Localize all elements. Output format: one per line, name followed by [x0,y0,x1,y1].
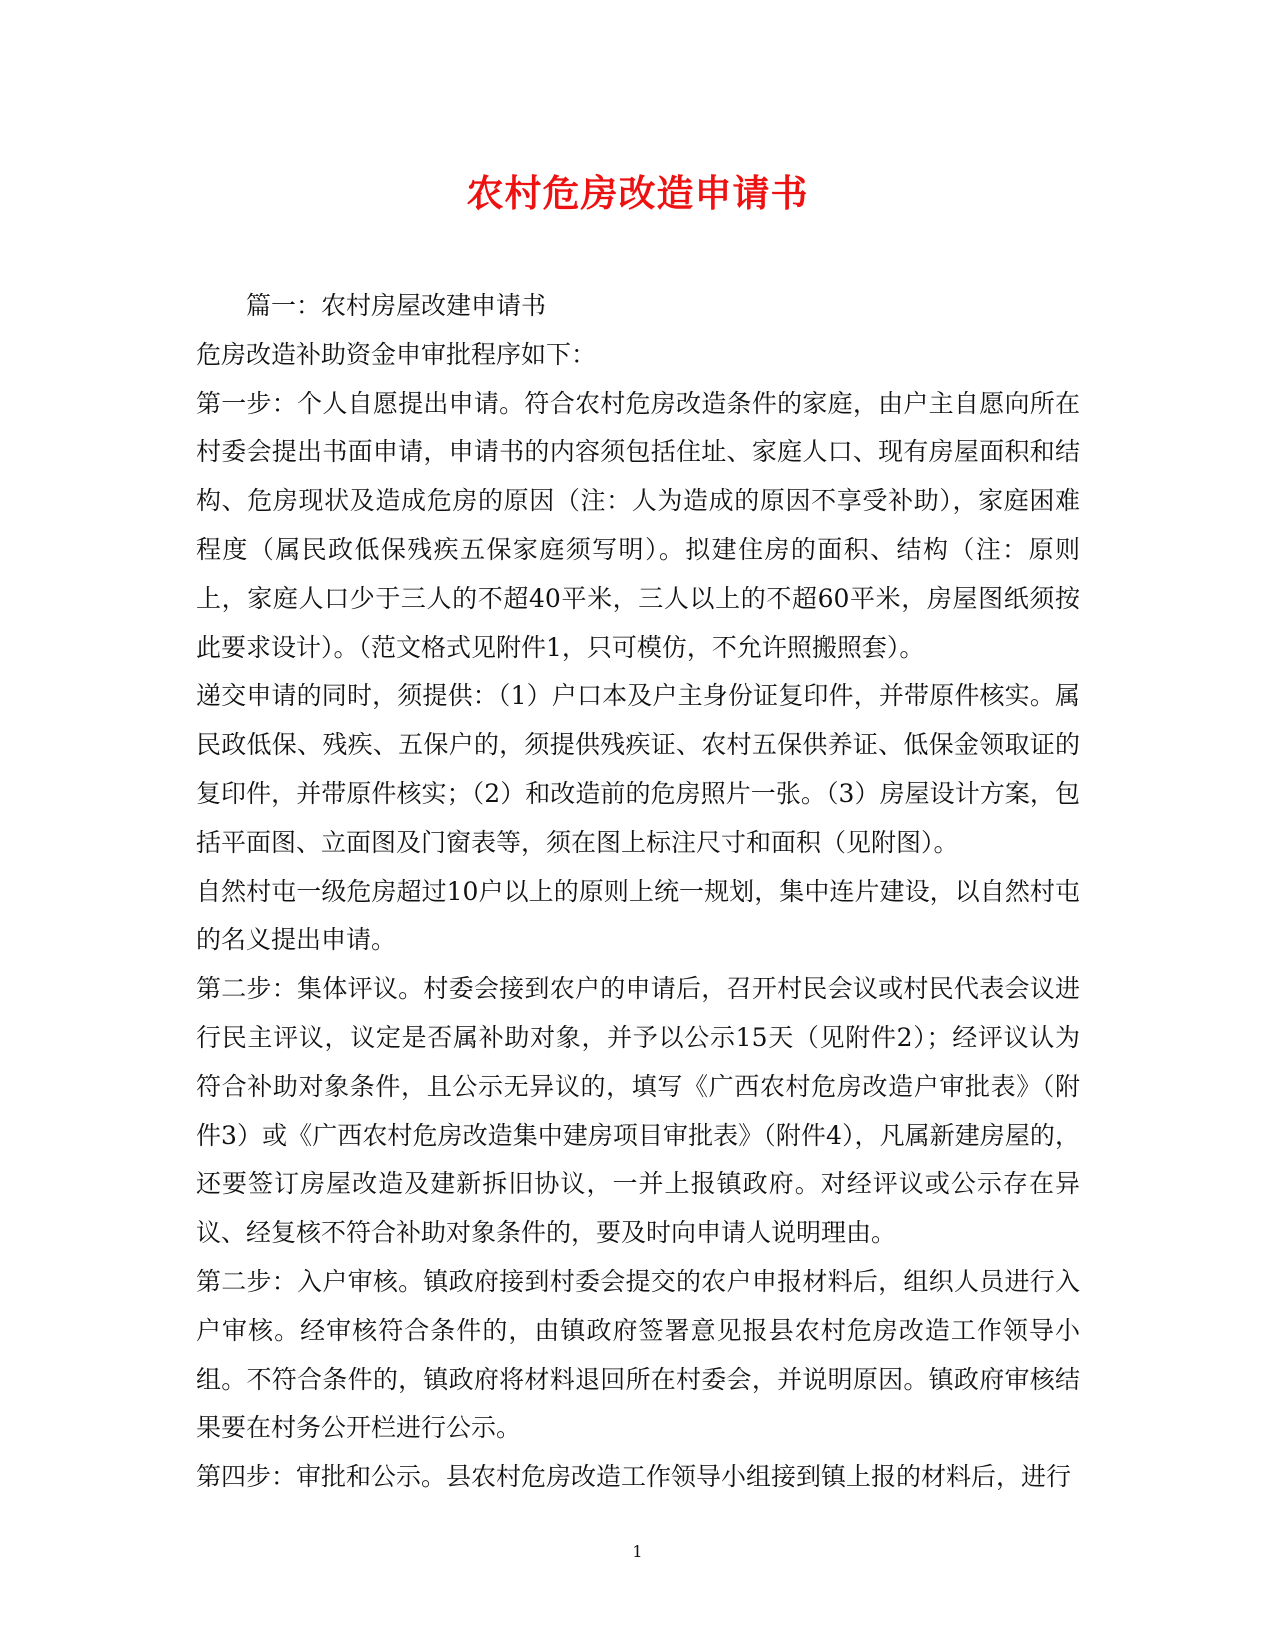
paragraph: 第四步：审批和公示。县农村危房改造工作领导小组接到镇上报的材料后，进行 [196,1462,1072,1492]
section-heading: 篇一：农村房屋改建申请书 [246,291,547,320]
paragraph: 第二步：入户审核。镇政府接到村委会提交的农户申报材料后，组织人员进行入户审核。经审核符合条件的，由镇政府签署意见报县农村危房改造工作领导小组。不符合条件的，镇政府将材料退回所在村委会，并说明原因。镇政府审核结果要在村务公开栏进行公示。 [196,1266,1080,1443]
paragraph: 第一步：个人自愿提出申请。符合农村危房改造条件的家庭，由户主自愿向所在村委会提出书面申请，申请书的内容须包括住址、家庭人口、现有房屋面积和结构、危房现状及造成危房的原因（注：人为造成的原因不享受补助），家庭困难程度（属民政低保残疾五保家庭须写明）。拟建住房的面积、结构（注：原则上，家庭人口少于三人的不超40平米，三人以上的不超60平米，房屋图纸须按此要求设计）。（范文格式见附件1，只可模仿，不允许照搬照套）。 [196,388,1080,662]
paragraph: 第二步：集体评议。村委会接到农户的申请后，召开村民会议或村民代表会议进行民主评议，议定是否属补助对象，并予以公示15天（见附件2）；经评议认为符合补助对象条件，且公示无异议的，填写《广西农村危房改造户审批表》（附件3）或《广西农村危房改造集中建房项目审批表》（附件4），凡属新建房屋的，还要签订房屋改造及建新拆旧协议，一并上报镇政府。对经评议或公示存在异议、经复核不符合补助对象条件的，要及时向申请人说明理由。 [196,974,1080,1248]
paragraph: 危房改造补助资金申审批程序如下： [196,339,597,369]
document-body [196,282,1080,1502]
paragraph: 自然村屯一级危房超过10户以上的原则上统一规划，集中连片建设，以自然村屯的名义提出申请。 [196,876,1080,955]
page-number: 1 [632,1542,643,1561]
paragraph: 递交申请的同时，须提供：（1）户口本及户主身份证复印件，并带原件核实。属民政低保、残疾、五保户的，须提供残疾证、农村五保供养证、低保金领取证的复印件，并带原件核实；（2）和改造前的危房照片一张。（3）房屋设计方案，包括平面图、立面图及门窗表等，须在图上标注尺寸和面积（见附图）。 [196,681,1080,857]
document-title: 农村危房改造申请书 [466,171,809,215]
